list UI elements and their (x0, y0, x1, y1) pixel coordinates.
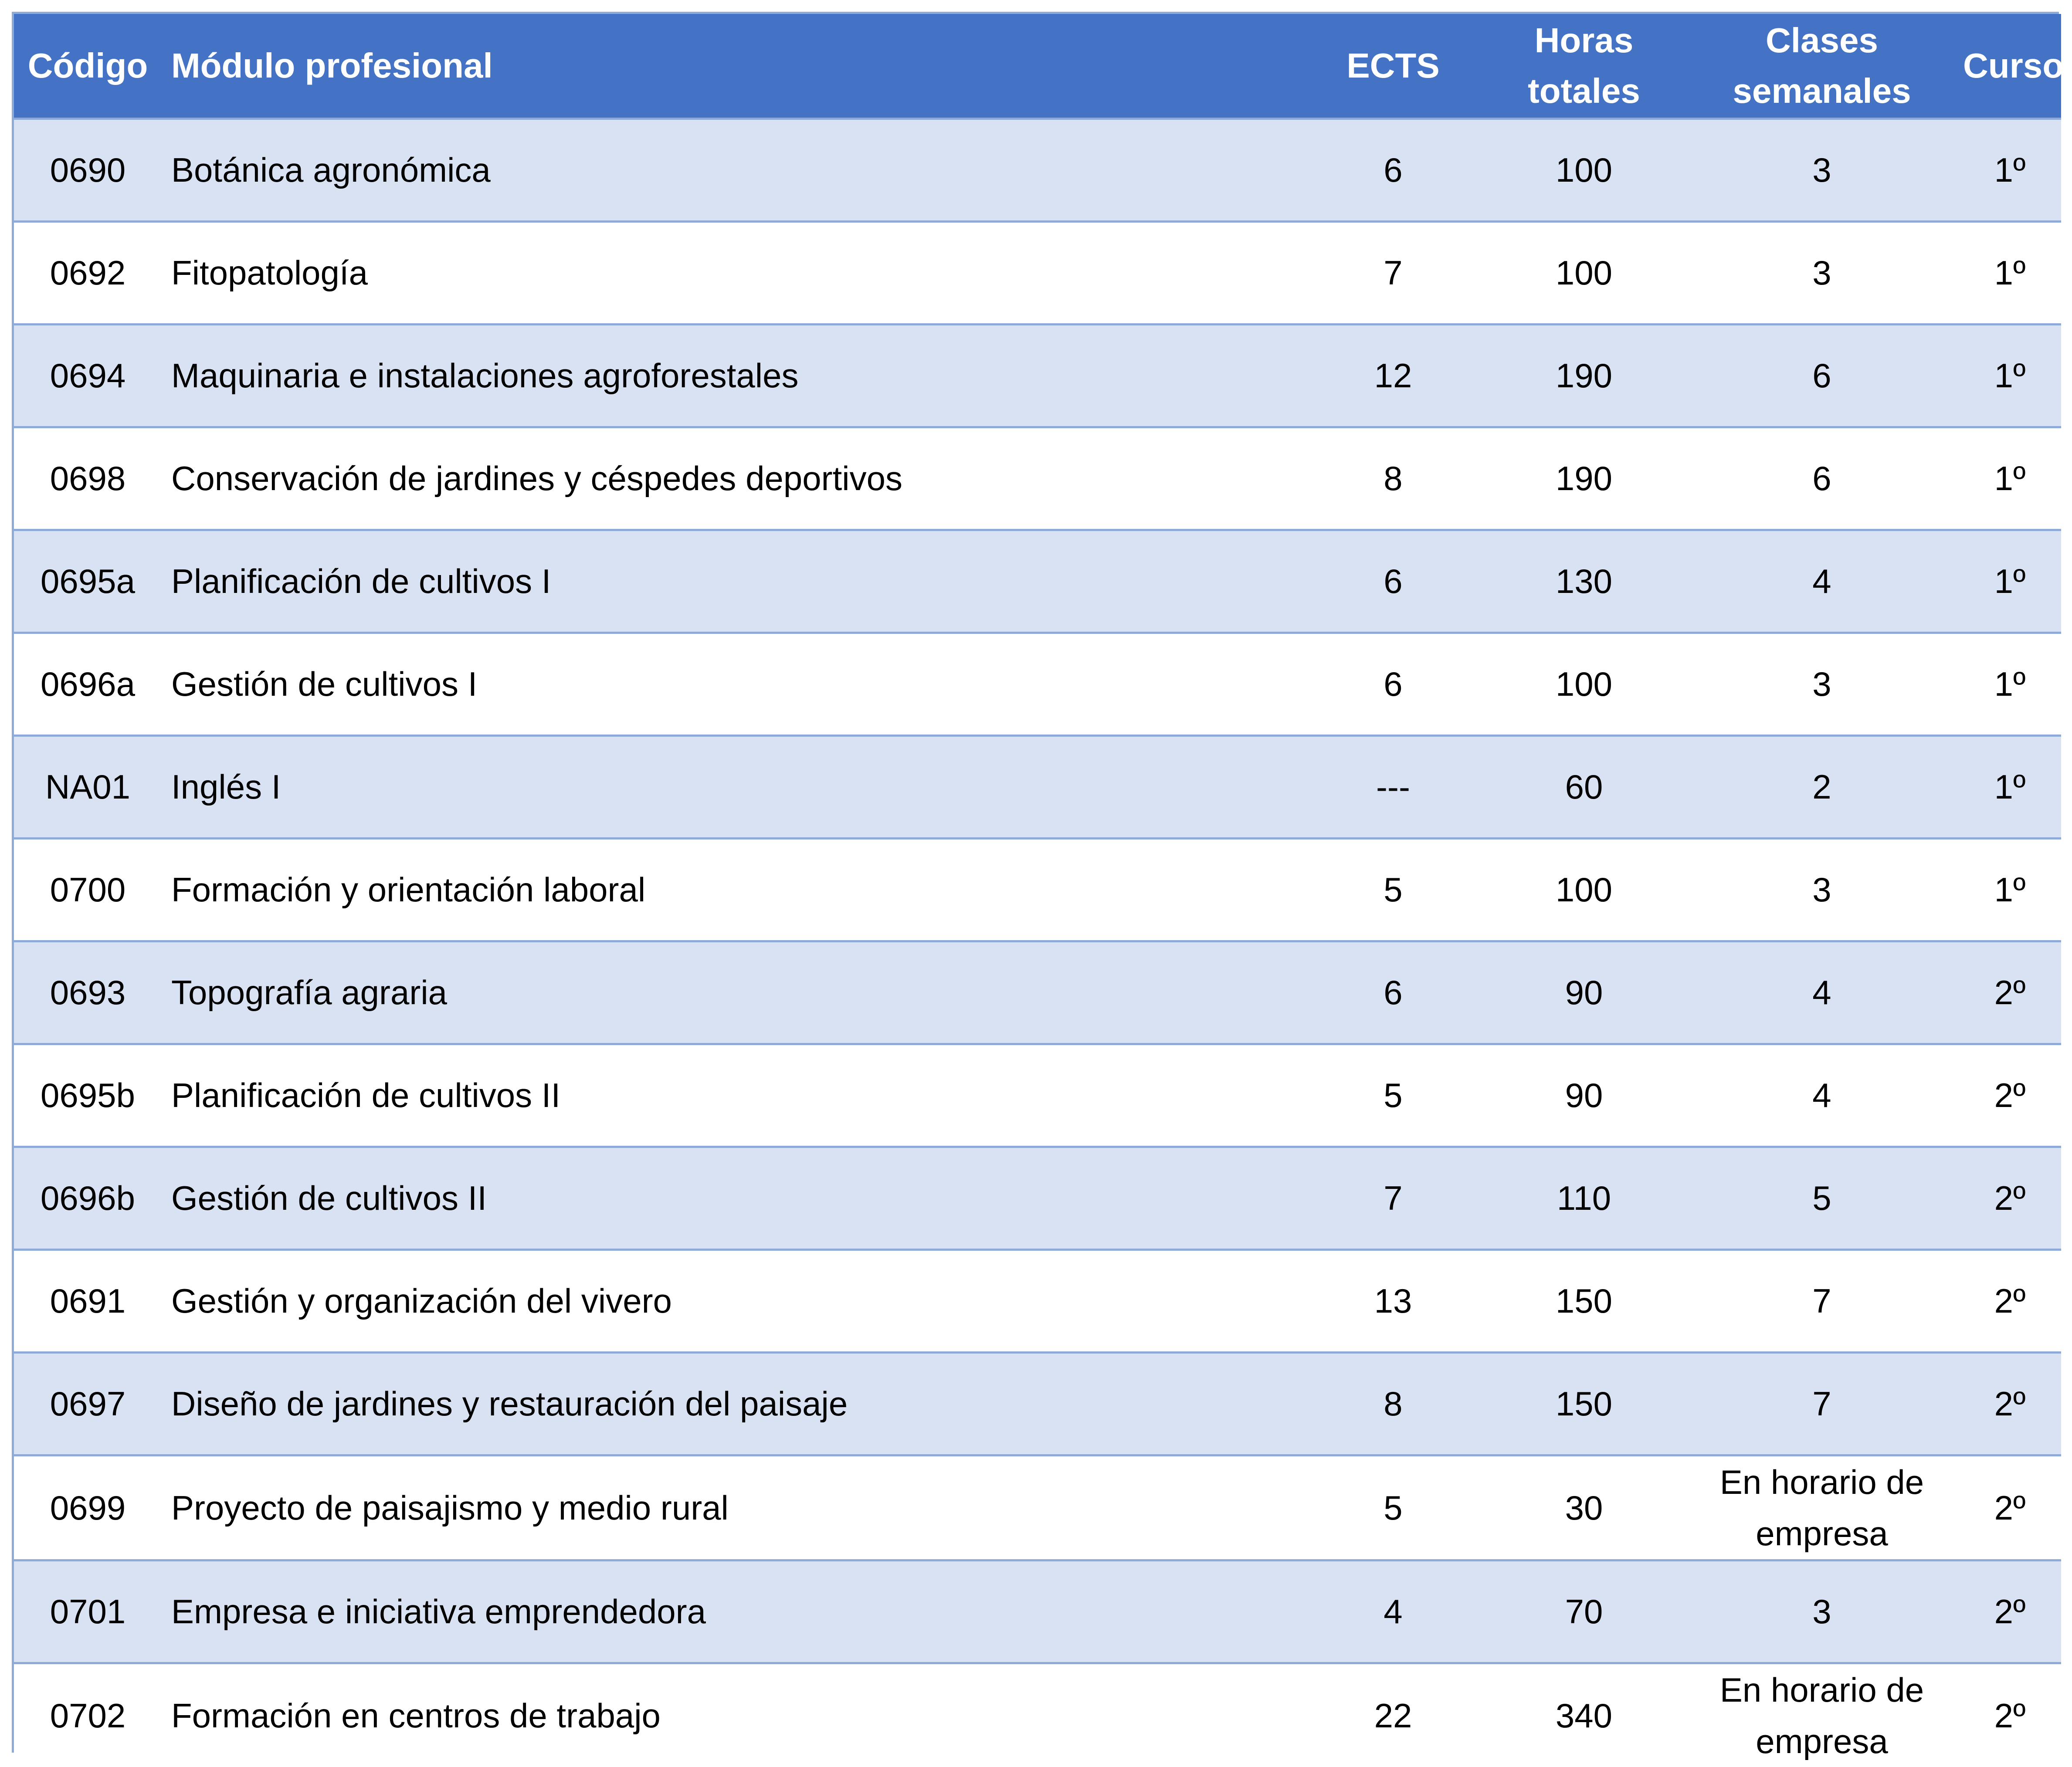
cell-weekly: En horario de empresa (1685, 1663, 1959, 1767)
cell-weekly: 7 (1685, 1352, 1959, 1455)
table-header (14, 14, 2064, 118)
cell-module: Topografía agraria (162, 941, 1303, 1044)
table-row (14, 735, 2061, 838)
cell-weekly: En horario de empresa (1685, 1455, 1959, 1560)
cell-weekly: 6 (1685, 324, 1959, 427)
cell-module: Diseño de jardines y restauración del paisaje (162, 1352, 1303, 1455)
cell-module: Empresa e iniciativa emprendedora (162, 1560, 1303, 1663)
table-row (14, 1352, 2061, 1455)
cell-course: 1º (1959, 221, 2061, 324)
header-code: Código (14, 14, 162, 118)
table-row (14, 1560, 2061, 1663)
table-row (14, 941, 2061, 1044)
cell-module: Planificación de cultivos I (162, 530, 1303, 633)
cell-ects: 6 (1303, 530, 1483, 633)
cell-ects: 12 (1303, 324, 1483, 427)
cell-weekly: 4 (1685, 530, 1959, 633)
cell-code: NA01 (14, 735, 162, 838)
cell-hours: 100 (1483, 221, 1685, 324)
cell-course: 2º (1959, 1249, 2061, 1352)
table-row (14, 1147, 2061, 1249)
cell-module: Gestión de cultivos I (162, 633, 1303, 735)
table-row (14, 324, 2061, 427)
cell-weekly: 7 (1685, 1249, 1959, 1352)
table-row (14, 427, 2061, 530)
cell-hours: 150 (1483, 1249, 1685, 1352)
header-hours: Horas totales (1483, 14, 1685, 118)
cell-code: 0692 (14, 221, 162, 324)
cell-ects: 5 (1303, 1044, 1483, 1147)
cell-module: Gestión y organización del vivero (162, 1249, 1303, 1352)
header-weekly: Clases semanales (1685, 14, 1959, 118)
cell-course: 1º (1959, 530, 2061, 633)
cell-module: Inglés I (162, 735, 1303, 838)
cell-hours: 70 (1483, 1560, 1685, 1663)
cell-code: 0696a (14, 633, 162, 735)
cell-weekly: 4 (1685, 941, 1959, 1044)
cell-ects: 5 (1303, 1455, 1483, 1560)
cell-course: 1º (1959, 324, 2061, 427)
table-body (14, 118, 2061, 1767)
cell-weekly: 3 (1685, 118, 1959, 221)
cell-code: 0697 (14, 1352, 162, 1455)
cell-ects: 22 (1303, 1663, 1483, 1767)
cell-hours: 340 (1483, 1663, 1685, 1767)
cell-hours: 90 (1483, 1044, 1685, 1147)
header-course: Curso (1959, 14, 2061, 118)
cell-weekly: 6 (1685, 427, 1959, 530)
cell-ects: --- (1303, 735, 1483, 838)
header-module: Módulo profesional (162, 14, 1303, 118)
cell-code: 0695b (14, 1044, 162, 1147)
header-row (14, 14, 2061, 118)
table-row (14, 1455, 2061, 1560)
cell-hours: 60 (1483, 735, 1685, 838)
cell-course: 2º (1959, 1455, 2061, 1560)
table-row (14, 221, 2061, 324)
cell-ects: 13 (1303, 1249, 1483, 1352)
cell-course: 2º (1959, 1044, 2061, 1147)
cell-hours: 100 (1483, 838, 1685, 941)
table-row (14, 118, 2061, 221)
cell-code: 0696b (14, 1147, 162, 1249)
cell-module: Formación en centros de trabajo (162, 1663, 1303, 1767)
cell-course: 1º (1959, 118, 2061, 221)
cell-module: Formación y orientación laboral (162, 838, 1303, 941)
cell-hours: 190 (1483, 324, 1685, 427)
cell-hours: 130 (1483, 530, 1685, 633)
cell-module: Planificación de cultivos II (162, 1044, 1303, 1147)
cell-ects: 5 (1303, 838, 1483, 941)
table-row (14, 1044, 2061, 1147)
cell-course: 1º (1959, 633, 2061, 735)
cell-module: Fitopatología (162, 221, 1303, 324)
cell-module: Maquinaria e instalaciones agroforestales (162, 324, 1303, 427)
table-row (14, 1663, 2061, 1767)
cell-hours: 100 (1483, 118, 1685, 221)
cell-course: 2º (1959, 1663, 2061, 1767)
cell-module: Botánica agronómica (162, 118, 1303, 221)
cell-weekly: 3 (1685, 221, 1959, 324)
cell-hours: 110 (1483, 1147, 1685, 1249)
modules-table-container (12, 12, 2064, 1760)
cell-module: Proyecto de paisajismo y medio rural (162, 1455, 1303, 1560)
table-row (14, 1249, 2061, 1352)
cell-ects: 6 (1303, 941, 1483, 1044)
cell-code: 0695a (14, 530, 162, 633)
cell-hours: 30 (1483, 1455, 1685, 1560)
cell-code: 0698 (14, 427, 162, 530)
cell-weekly: 4 (1685, 1044, 1959, 1147)
cell-hours: 150 (1483, 1352, 1685, 1455)
cell-course: 2º (1959, 1560, 2061, 1663)
cell-ects: 6 (1303, 633, 1483, 735)
cell-ects: 6 (1303, 118, 1483, 221)
cell-ects: 8 (1303, 427, 1483, 530)
cell-course: 1º (1959, 838, 2061, 941)
cell-module: Gestión de cultivos II (162, 1147, 1303, 1249)
cell-weekly: 3 (1685, 1560, 1959, 1663)
cell-module: Conservación de jardines y céspedes deportivos (162, 427, 1303, 530)
cell-weekly: 3 (1685, 633, 1959, 735)
table-row (14, 530, 2061, 633)
cell-weekly: 3 (1685, 838, 1959, 941)
cell-code: 0690 (14, 118, 162, 221)
cell-code: 0700 (14, 838, 162, 941)
cell-code: 0693 (14, 941, 162, 1044)
cell-code: 0702 (14, 1663, 162, 1767)
cell-hours: 90 (1483, 941, 1685, 1044)
cell-ects: 7 (1303, 1147, 1483, 1249)
cell-code: 0699 (14, 1455, 162, 1560)
cell-hours: 190 (1483, 427, 1685, 530)
cell-ects: 7 (1303, 221, 1483, 324)
cell-course: 2º (1959, 941, 2061, 1044)
cell-code: 0691 (14, 1249, 162, 1352)
cell-code: 0701 (14, 1560, 162, 1663)
cell-course: 1º (1959, 427, 2061, 530)
cell-code: 0694 (14, 324, 162, 427)
cell-hours: 100 (1483, 633, 1685, 735)
table-row (14, 633, 2061, 735)
cell-ects: 8 (1303, 1352, 1483, 1455)
cell-weekly: 5 (1685, 1147, 1959, 1249)
table-row (14, 838, 2061, 941)
cell-weekly: 2 (1685, 735, 1959, 838)
modules-table (14, 14, 2064, 1767)
cell-course: 1º (1959, 735, 2061, 838)
cell-course: 2º (1959, 1147, 2061, 1249)
cell-ects: 4 (1303, 1560, 1483, 1663)
header-ects: ECTS (1303, 14, 1483, 118)
cell-course: 2º (1959, 1352, 2061, 1455)
